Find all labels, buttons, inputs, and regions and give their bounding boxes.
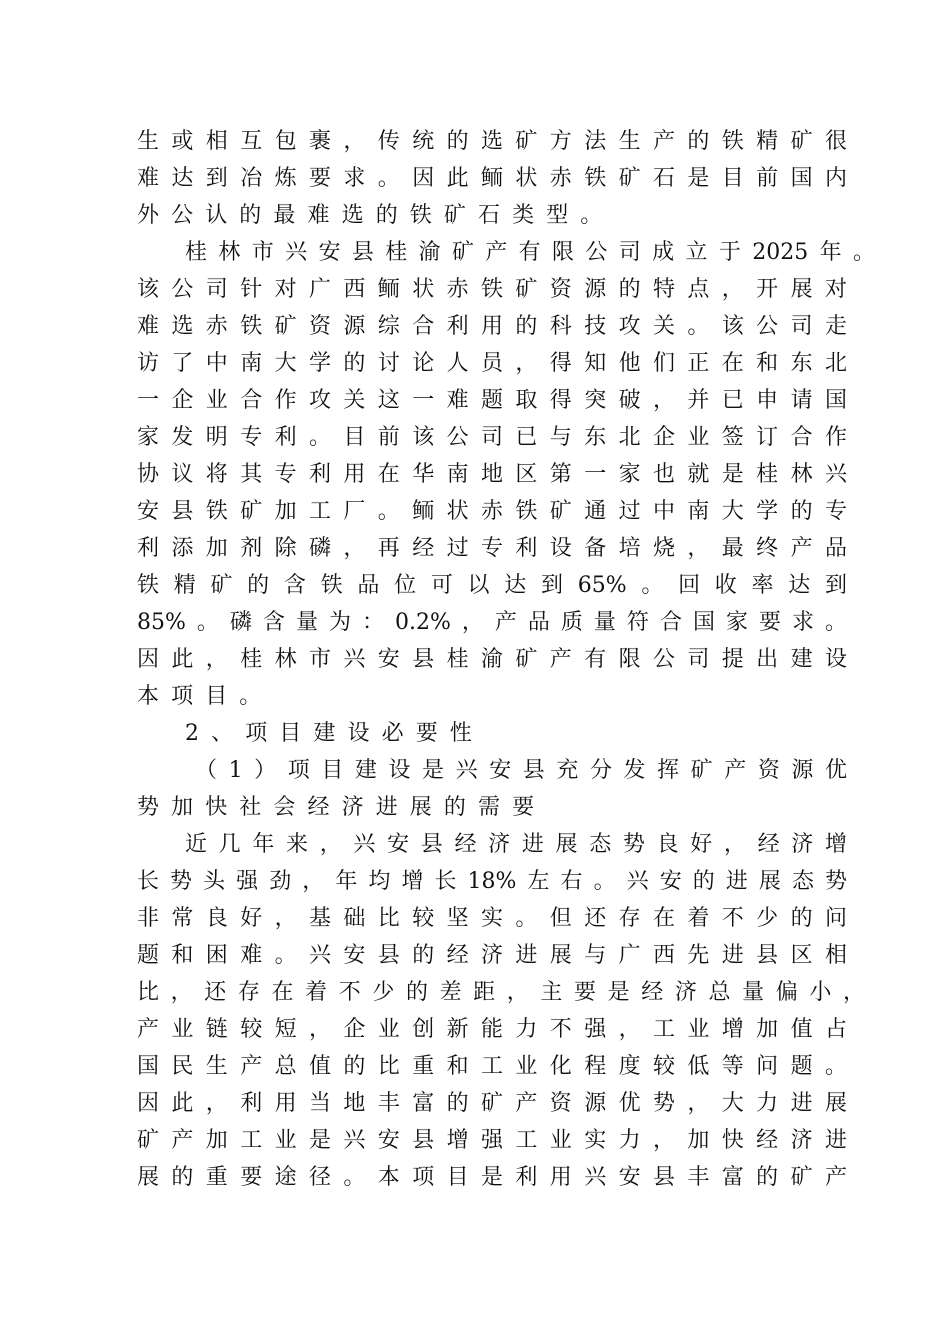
body-text-line: 难选赤铁矿资源综合利用的科技攻关。该公司走 xyxy=(137,314,847,339)
body-text-line: 比，还存在着不少的差距，主要是经济总量偏小， xyxy=(137,980,865,1005)
body-text-line: 该公司针对广西鲕状赤铁矿资源的特点，开展对 xyxy=(137,277,847,302)
body-text-line: 展的重要途径。本项目是利用兴安县丰富的矿产 xyxy=(137,1165,847,1190)
body-text-line: 本项目。 xyxy=(137,684,274,709)
body-text-line: 矿产加工业是兴安县增强工业实力，加快经济进 xyxy=(137,1128,847,1153)
body-text-line: 外公认的最难选的铁矿石类型。 xyxy=(137,203,615,228)
body-text-line: 因此，利用当地丰富的矿产资源优势，大力进展 xyxy=(137,1091,847,1116)
body-text-line: 安县铁矿加工厂。鲕状赤铁矿通过中南大学的专 xyxy=(137,499,847,524)
paragraph-first-line: 近几年来，兴安县经济进展态势良好，经济增 xyxy=(185,832,847,857)
body-text-line: 产业链较短，企业创新能力不强，工业增加值占 xyxy=(137,1017,847,1042)
section-heading: 2、项目建设必要性 xyxy=(185,721,484,746)
body-text-line: 一企业合作攻关这一难题取得突破，并已申请国 xyxy=(137,388,847,413)
body-text-line: 家发明专利。目前该公司已与东北企业签订合作 xyxy=(137,425,847,450)
body-text-line: 协议将其专利用在华南地区第一家也就是桂林兴 xyxy=(137,462,847,487)
body-text-line: 国民生产总值的比重和工业化程度较低等问题。 xyxy=(137,1054,847,1079)
body-text-line: 难达到冶炼要求。因此鲕状赤铁矿石是目前国内 xyxy=(137,166,847,191)
subsection-heading-cont: 势加快社会经济进展的需要 xyxy=(137,795,547,820)
body-text-line: 铁精矿的含铁品位可以达到65%。回收率达到 xyxy=(137,573,847,598)
body-text-line: 因此，桂林市兴安县桂渝矿产有限公司提出建设 xyxy=(137,647,847,672)
body-text-line: 生或相互包裹，传统的选矿方法生产的铁精矿很 xyxy=(137,129,847,154)
body-text-line: 长势头强劲，年均增长18%左右。兴安的进展态势 xyxy=(137,869,847,894)
body-text-line: 85%。磷含量为：0.2%，产品质量符合国家要求。 xyxy=(137,610,847,635)
body-text-line: 题和困难。兴安县的经济进展与广西先进县区相 xyxy=(137,943,847,968)
body-text-line: 访了中南大学的讨论人员，得知他们正在和东北 xyxy=(137,351,847,376)
body-text-line: 非常良好，基础比较坚实。但还存在着不少的问 xyxy=(137,906,847,931)
paragraph-first-line: 桂林市兴安县桂渝矿产有限公司成立于2025年。 xyxy=(185,240,875,265)
body-text-line: 利添加剂除磷，再经过专利设备培烧，最终产品 xyxy=(137,536,847,561)
subsection-heading: （1）项目建设是兴安县充分发挥矿产资源优 xyxy=(195,758,847,783)
